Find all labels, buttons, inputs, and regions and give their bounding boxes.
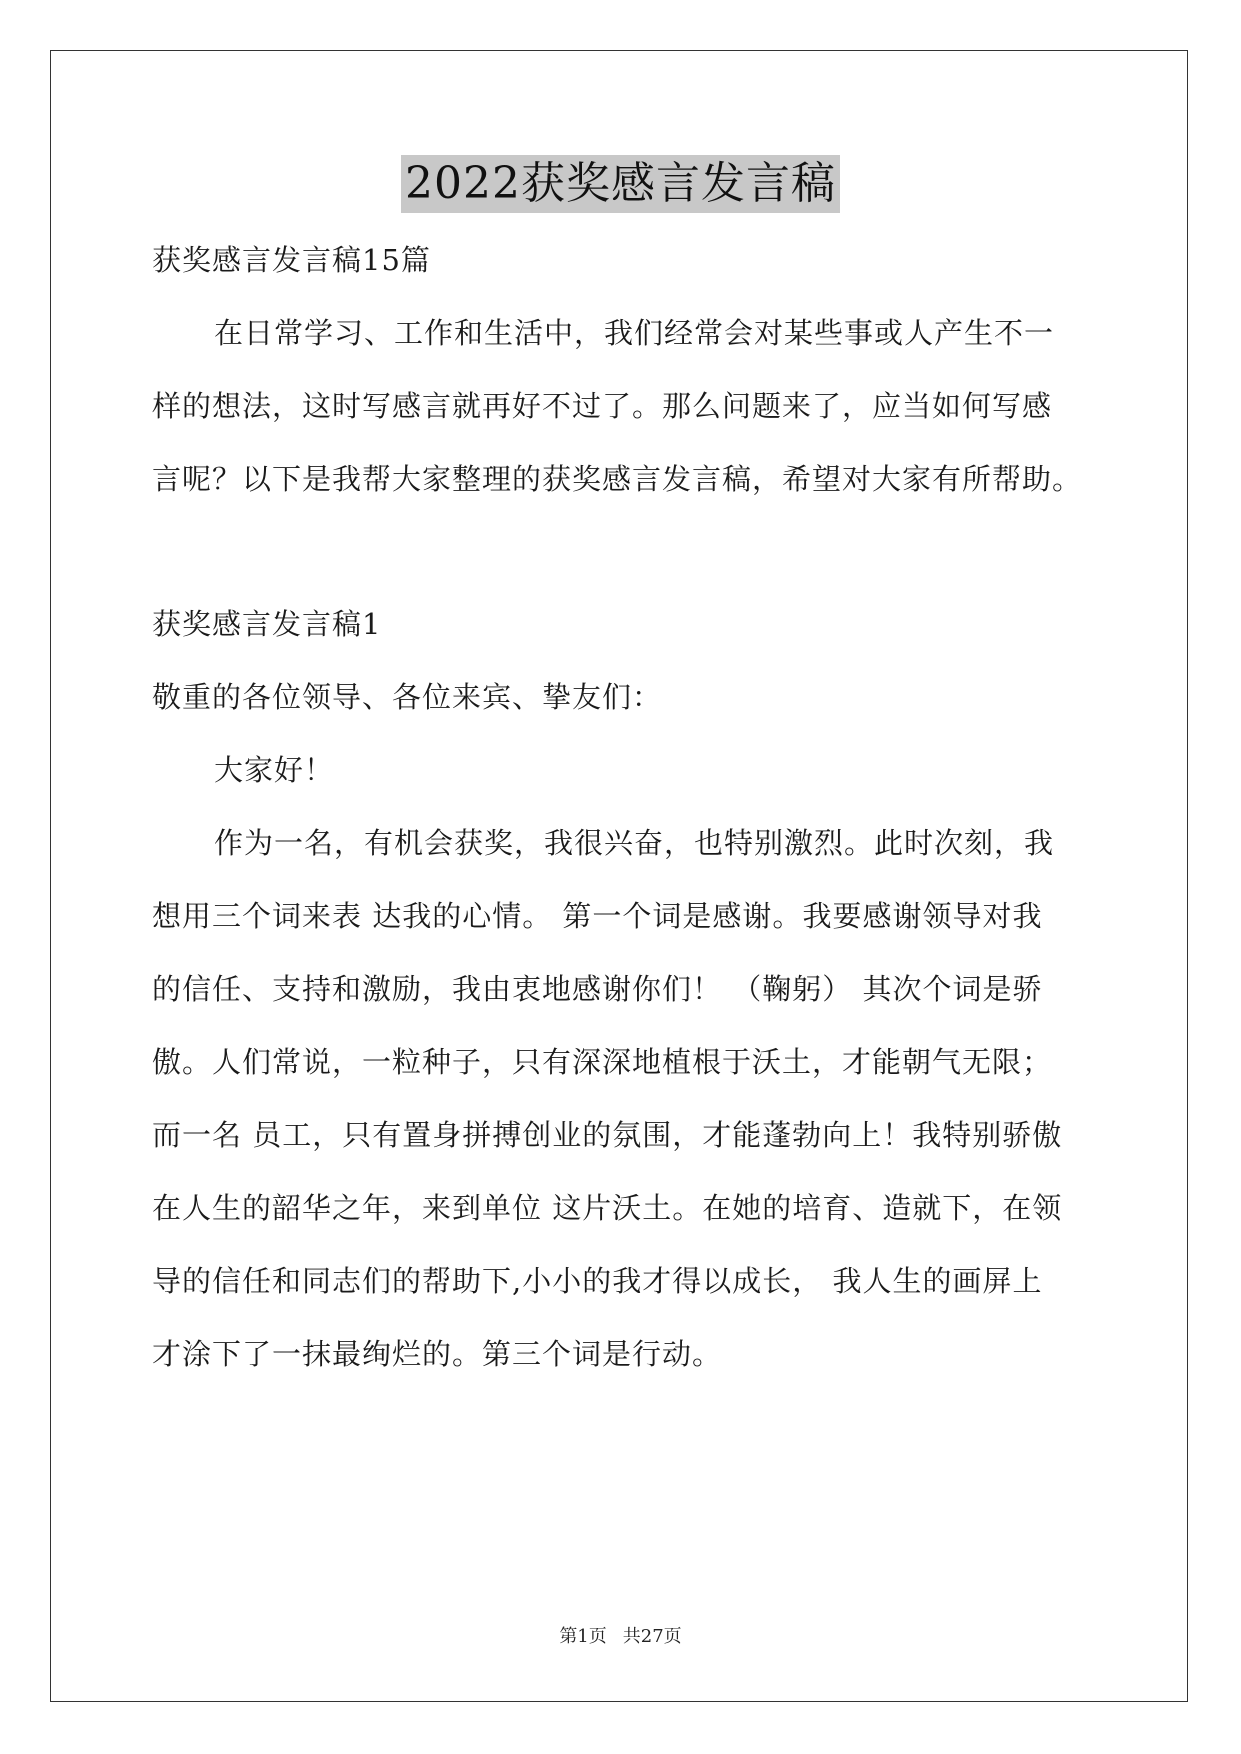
- section-heading: 获奖感言发言稿1: [152, 607, 382, 641]
- body-line: 想用三个词来表 达我的心情。 第一个词是感谢。我要感谢领导对我: [152, 899, 1043, 933]
- intro-line: 言呢？以下是我帮大家整理的获奖感言发言稿，希望对大家有所帮助。: [152, 462, 1083, 496]
- body-line: 导的信任和同志们的帮助下,小小的我才得以成长， 我人生的画屏上: [152, 1264, 1043, 1298]
- body-line: 傲。人们常说，一粒种子，只有深深地植根于沃土，才能朝气无限；: [152, 1045, 1053, 1079]
- body-line: 作为一名，有机会获奖，我很兴奋，也特别激烈。此时次刻，我: [214, 826, 1055, 860]
- title-container: [0, 155, 1241, 213]
- body-line: 在人生的韶华之年，来到单位 这片沃土。在她的培育、造就下，在领: [152, 1191, 1063, 1225]
- page-border: [50, 50, 1188, 1702]
- subtitle: 获奖感言发言稿15篇: [152, 243, 431, 277]
- body-line: 而一名 员工，只有置身拼搏创业的氛围，才能蓬勃向上！我特别骄傲: [152, 1118, 1063, 1152]
- intro-line: 在日常学习、工作和生活中，我们经常会对某些事或人产生不一: [214, 316, 1055, 350]
- body-line: 的信任、支持和激励，我由衷地感谢你们！ （鞠躬） 其次个词是骄: [152, 972, 1043, 1006]
- body-line: 才涂下了一抹最绚烂的。第三个词是行动。: [152, 1337, 723, 1371]
- intro-line: 样的想法，这时写感言就再好不过了。那么问题来了，应当如何写感: [152, 389, 1053, 423]
- page-number: 第1页: [559, 1626, 607, 1647]
- salutation: 敬重的各位领导、各位来宾、挚友们：: [152, 680, 663, 714]
- page-total: 共27页: [622, 1626, 682, 1647]
- page-footer: [0, 1625, 1241, 1649]
- greeting: 大家好！: [214, 753, 335, 787]
- document-title: 2022获奖感言发言稿: [401, 155, 840, 213]
